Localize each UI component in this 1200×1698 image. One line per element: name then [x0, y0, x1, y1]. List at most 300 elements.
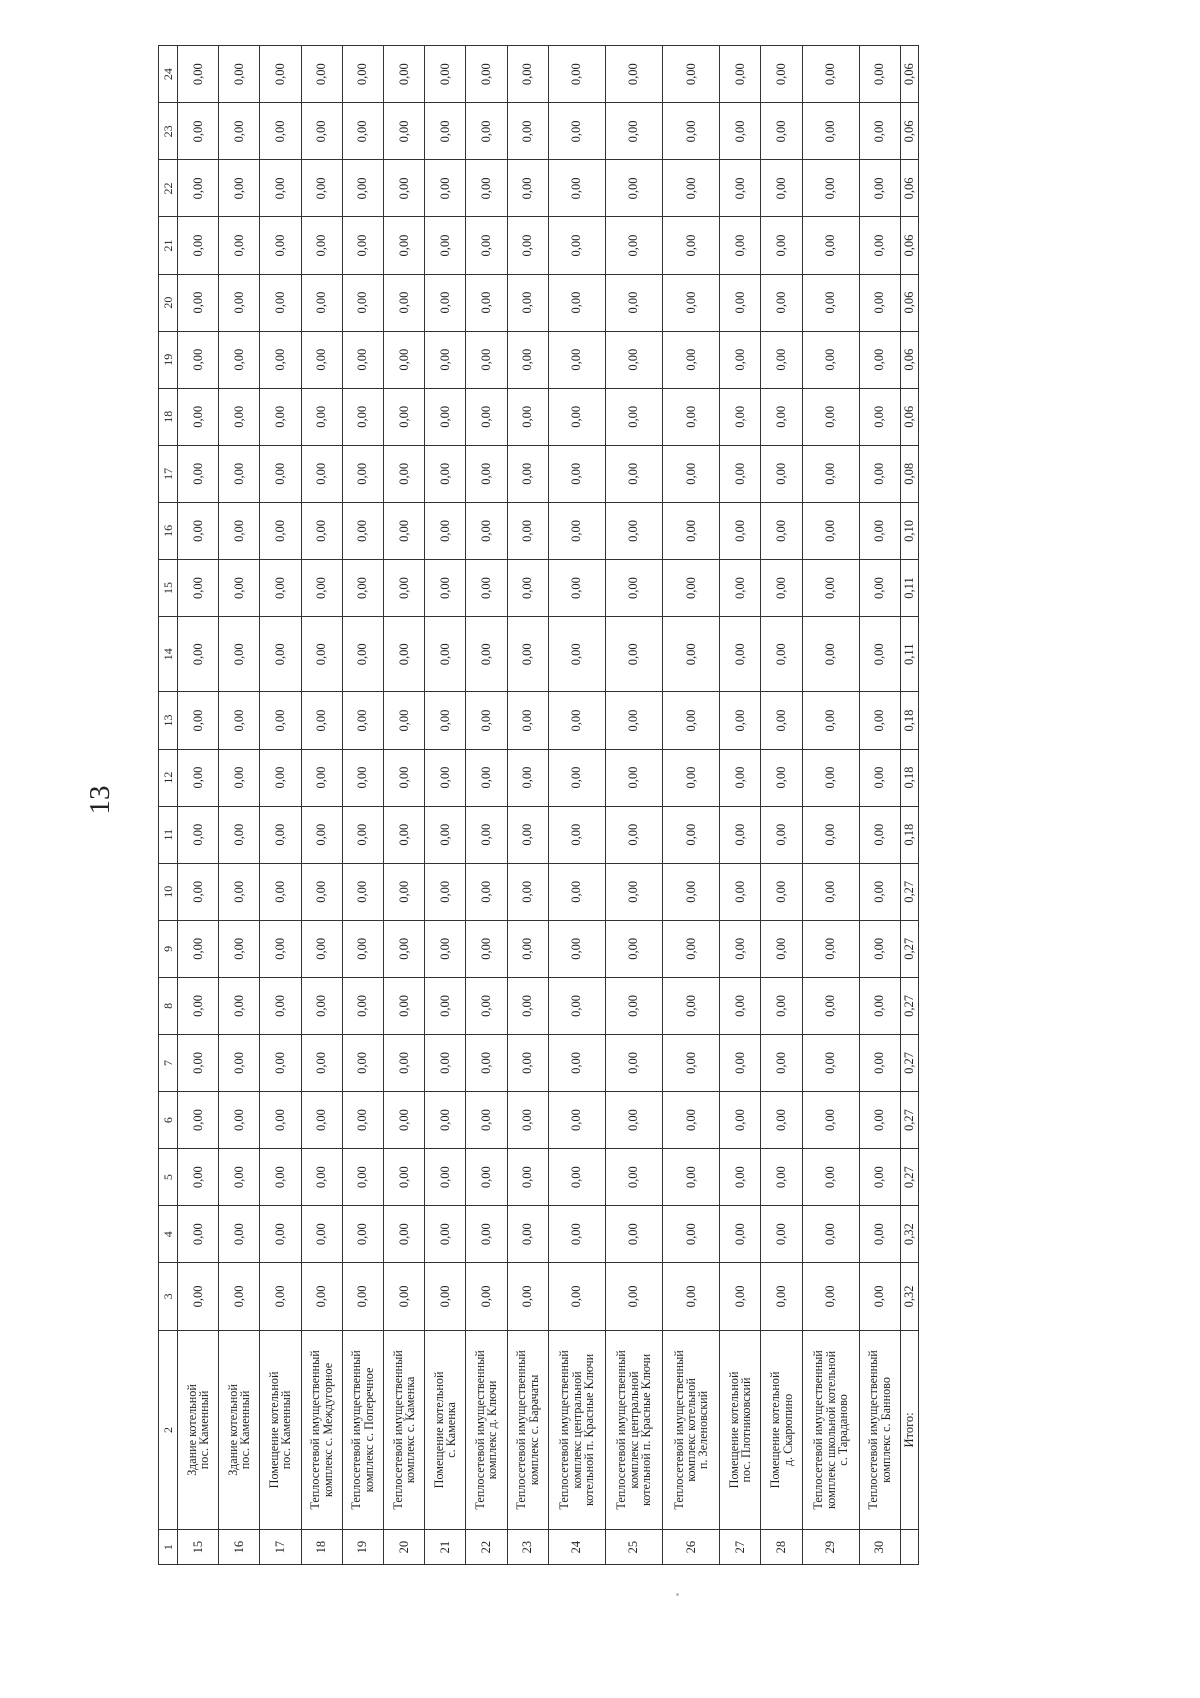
cell-value: 0,00 [507, 103, 548, 160]
cell-value: 0,00 [605, 331, 662, 388]
cell-value: 0,00 [548, 1263, 605, 1330]
total-value: 0,08 [901, 445, 919, 502]
cell-value: 0,00 [605, 806, 662, 863]
cell-value: 0,00 [859, 217, 900, 274]
cell-value: 0,00 [466, 388, 507, 445]
cell-value: 0,00 [260, 1092, 301, 1149]
row-number: 19 [342, 1530, 383, 1565]
cell-value: 0,00 [383, 445, 424, 502]
cell-value: 0,00 [219, 445, 260, 502]
row-number: 20 [383, 1530, 424, 1565]
cell-value: 0,00 [761, 1206, 802, 1263]
column-header-15: 15 [159, 559, 178, 616]
row-number: 22 [466, 1530, 507, 1565]
row-number: 15 [178, 1530, 219, 1565]
cell-value: 0,00 [260, 692, 301, 749]
cell-value: 0,00 [301, 863, 342, 920]
cell-value: 0,00 [663, 617, 720, 692]
cell-value: 0,00 [802, 217, 859, 274]
cell-value: 0,00 [260, 1034, 301, 1091]
cell-value: 0,00 [178, 692, 219, 749]
cell-value: 0,00 [383, 388, 424, 445]
cell-value: 0,00 [720, 103, 761, 160]
cell-value: 0,00 [761, 806, 802, 863]
cell-value: 0,00 [802, 1149, 859, 1206]
cell-value: 0,00 [178, 274, 219, 331]
cell-value: 0,00 [425, 559, 466, 616]
cell-value: 0,00 [383, 1263, 424, 1330]
cell-value: 0,00 [507, 559, 548, 616]
cell-value: 0,00 [342, 863, 383, 920]
cell-value: 0,00 [548, 749, 605, 806]
facility-name: Здание котельной пос. Каменный [178, 1330, 219, 1530]
cell-value: 0,00 [219, 749, 260, 806]
cell-value: 0,00 [663, 1149, 720, 1206]
cell-value: 0,00 [383, 502, 424, 559]
cell-value: 0,00 [466, 502, 507, 559]
cell-value: 0,00 [605, 692, 662, 749]
cell-value: 0,00 [720, 331, 761, 388]
facility-name: Помещение котельной с. Каменка [425, 1330, 466, 1530]
cell-value: 0,00 [178, 1092, 219, 1149]
cell-value: 0,00 [507, 1206, 548, 1263]
table-row [342, 46, 383, 1565]
cell-value: 0,00 [219, 806, 260, 863]
cell-value: 0,00 [342, 160, 383, 217]
cell-value: 0,00 [219, 1092, 260, 1149]
cell-value: 0,00 [605, 863, 662, 920]
cell-value: 0,00 [605, 388, 662, 445]
cell-value: 0,00 [663, 863, 720, 920]
facility-name: Помещение котельной пос. Плотниковский [720, 1330, 761, 1530]
cell-value: 0,00 [507, 692, 548, 749]
cell-value: 0,00 [383, 1206, 424, 1263]
cell-value: 0,00 [859, 806, 900, 863]
total-value: 0,32 [901, 1206, 919, 1263]
cell-value: 0,00 [466, 274, 507, 331]
cell-value: 0,00 [761, 692, 802, 749]
data-table [158, 45, 919, 1565]
cell-value: 0,00 [466, 217, 507, 274]
cell-value: 0,00 [663, 160, 720, 217]
cell-value: 0,00 [383, 692, 424, 749]
cell-value: 0,00 [301, 160, 342, 217]
column-header-23: 23 [159, 103, 178, 160]
cell-value: 0,00 [802, 920, 859, 977]
cell-value: 0,00 [301, 977, 342, 1034]
cell-value: 0,00 [466, 692, 507, 749]
cell-value: 0,00 [219, 388, 260, 445]
cell-value: 0,00 [342, 749, 383, 806]
cell-value: 0,00 [859, 502, 900, 559]
cell-value: 0,00 [507, 217, 548, 274]
total-value: 0,06 [901, 103, 919, 160]
cell-value: 0,00 [761, 103, 802, 160]
cell-value: 0,00 [802, 749, 859, 806]
cell-value: 0,00 [219, 920, 260, 977]
row-number: 17 [260, 1530, 301, 1565]
cell-value: 0,00 [260, 331, 301, 388]
row-number: 16 [219, 1530, 260, 1565]
total-value: 0,27 [901, 1092, 919, 1149]
cell-value: 0,00 [425, 445, 466, 502]
cell-value: 0,00 [507, 1034, 548, 1091]
cell-value: 0,00 [605, 977, 662, 1034]
facility-name: Теплосетевой имущественный комплекс с. Каменка [383, 1330, 424, 1530]
cell-value: 0,00 [219, 502, 260, 559]
cell-value: 0,00 [383, 559, 424, 616]
cell-value: 0,00 [178, 977, 219, 1034]
cell-value: 0,00 [663, 445, 720, 502]
cell-value: 0,00 [859, 445, 900, 502]
cell-value: 0,00 [466, 1149, 507, 1206]
cell-value: 0,00 [178, 445, 219, 502]
cell-value: 0,00 [383, 1149, 424, 1206]
cell-value: 0,00 [548, 1206, 605, 1263]
cell-value: 0,00 [178, 388, 219, 445]
cell-value: 0,00 [219, 1149, 260, 1206]
cell-value: 0,00 [425, 1149, 466, 1206]
cell-value: 0,00 [605, 1206, 662, 1263]
cell-value: 0,00 [178, 1034, 219, 1091]
cell-value: 0,00 [219, 559, 260, 616]
cell-value: 0,00 [507, 749, 548, 806]
cell-value: 0,00 [425, 388, 466, 445]
cell-value: 0,00 [720, 502, 761, 559]
cell-value: 0,00 [605, 617, 662, 692]
cell-value: 0,00 [301, 559, 342, 616]
cell-value: 0,00 [859, 749, 900, 806]
facility-name: Теплосетевой имущественный комплекс д. Ключи [466, 1330, 507, 1530]
row-number: 30 [859, 1530, 900, 1565]
cell-value: 0,00 [466, 977, 507, 1034]
cell-value: 0,00 [548, 274, 605, 331]
cell-value: 0,00 [859, 977, 900, 1034]
cell-value: 0,00 [663, 388, 720, 445]
cell-value: 0,00 [507, 1149, 548, 1206]
cell-value: 0,00 [859, 331, 900, 388]
cell-value: 0,00 [425, 274, 466, 331]
cell-value: 0,00 [466, 1263, 507, 1330]
column-header-14: 14 [159, 617, 178, 692]
total-value: 0,18 [901, 806, 919, 863]
cell-value: 0,00 [383, 160, 424, 217]
cell-value: 0,00 [605, 749, 662, 806]
cell-value: 0,00 [720, 1034, 761, 1091]
row-number: 29 [802, 1530, 859, 1565]
cell-value: 0,00 [178, 46, 219, 103]
cell-value: 0,00 [466, 1092, 507, 1149]
cell-value: 0,00 [859, 274, 900, 331]
cell-value: 0,00 [605, 274, 662, 331]
cell-value: 0,00 [342, 445, 383, 502]
cell-value: 0,00 [720, 692, 761, 749]
row-number: 18 [301, 1530, 342, 1565]
cell-value: 0,00 [859, 46, 900, 103]
column-header-21: 21 [159, 217, 178, 274]
cell-value: 0,00 [178, 502, 219, 559]
total-value: 0,27 [901, 1149, 919, 1206]
total-value: 0,11 [901, 617, 919, 692]
cell-value: 0,00 [301, 388, 342, 445]
cell-value: 0,00 [260, 1206, 301, 1263]
table-row [507, 46, 548, 1565]
cell-value: 0,00 [761, 217, 802, 274]
cell-value: 0,00 [663, 46, 720, 103]
cell-value: 0,00 [425, 920, 466, 977]
cell-value: 0,00 [802, 1034, 859, 1091]
cell-value: 0,00 [260, 920, 301, 977]
cell-value: 0,00 [219, 46, 260, 103]
total-value: 0,06 [901, 46, 919, 103]
cell-value: 0,00 [507, 1263, 548, 1330]
cell-value: 0,00 [859, 160, 900, 217]
cell-value: 0,00 [548, 445, 605, 502]
cell-value: 0,00 [859, 103, 900, 160]
cell-value: 0,00 [605, 445, 662, 502]
cell-value: 0,00 [663, 217, 720, 274]
cell-value: 0,00 [663, 692, 720, 749]
cell-value: 0,00 [383, 977, 424, 1034]
table-row [466, 46, 507, 1565]
cell-value: 0,00 [260, 1263, 301, 1330]
cell-value: 0,00 [802, 160, 859, 217]
cell-value: 0,00 [605, 217, 662, 274]
row-number: 27 [720, 1530, 761, 1565]
facility-name: Помещение котельной пос. Каменный [260, 1330, 301, 1530]
cell-value: 0,00 [301, 749, 342, 806]
cell-value: 0,00 [383, 749, 424, 806]
cell-value: 0,00 [466, 445, 507, 502]
cell-value: 0,00 [761, 331, 802, 388]
cell-value: 0,00 [605, 920, 662, 977]
cell-value: 0,00 [548, 46, 605, 103]
cell-value: 0,00 [425, 617, 466, 692]
cell-value: 0,00 [342, 217, 383, 274]
cell-value: 0,00 [802, 977, 859, 1034]
cell-value: 0,00 [425, 502, 466, 559]
row-number: 21 [425, 1530, 466, 1565]
cell-value: 0,00 [802, 617, 859, 692]
cell-value: 0,00 [859, 388, 900, 445]
cell-value: 0,00 [219, 217, 260, 274]
cell-value: 0,00 [178, 920, 219, 977]
cell-value: 0,00 [260, 617, 301, 692]
cell-value: 0,00 [720, 217, 761, 274]
cell-value: 0,00 [761, 977, 802, 1034]
cell-value: 0,00 [219, 863, 260, 920]
cell-value: 0,00 [301, 445, 342, 502]
cell-value: 0,00 [720, 749, 761, 806]
cell-value: 0,00 [425, 103, 466, 160]
cell-value: 0,00 [507, 920, 548, 977]
cell-value: 0,00 [219, 617, 260, 692]
cell-value: 0,00 [260, 274, 301, 331]
cell-value: 0,00 [761, 502, 802, 559]
cell-value: 0,00 [720, 1263, 761, 1330]
cell-value: 0,00 [761, 920, 802, 977]
column-header-9: 9 [159, 920, 178, 977]
cell-value: 0,00 [859, 920, 900, 977]
cell-value: 0,00 [720, 920, 761, 977]
column-header-24: 24 [159, 46, 178, 103]
cell-value: 0,00 [178, 217, 219, 274]
cell-value: 0,00 [761, 749, 802, 806]
column-header-5: 5 [159, 1149, 178, 1206]
cell-value: 0,00 [425, 977, 466, 1034]
cell-value: 0,00 [466, 617, 507, 692]
cell-value: 0,00 [219, 692, 260, 749]
cell-value: 0,00 [761, 388, 802, 445]
total-value: 0,11 [901, 559, 919, 616]
cell-value: 0,00 [178, 806, 219, 863]
table-row [425, 46, 466, 1565]
cell-value: 0,00 [605, 1263, 662, 1330]
cell-value: 0,00 [761, 274, 802, 331]
cell-value: 0,00 [383, 920, 424, 977]
column-header-3: 3 [159, 1263, 178, 1330]
cell-value: 0,00 [663, 920, 720, 977]
cell-value: 0,00 [466, 160, 507, 217]
cell-value: 0,00 [342, 103, 383, 160]
cell-value: 0,00 [802, 274, 859, 331]
cell-value: 0,00 [301, 920, 342, 977]
facility-name: Помещение котельной д. Скарюпино [761, 1330, 802, 1530]
cell-value: 0,00 [342, 617, 383, 692]
cell-value: 0,00 [663, 977, 720, 1034]
column-header-2: 2 [159, 1330, 178, 1530]
cell-value: 0,00 [466, 806, 507, 863]
cell-value: 0,00 [178, 1263, 219, 1330]
cell-value: 0,00 [720, 977, 761, 1034]
cell-value: 0,00 [342, 1206, 383, 1263]
cell-value: 0,00 [802, 559, 859, 616]
cell-value: 0,00 [219, 1034, 260, 1091]
cell-value: 0,00 [425, 1206, 466, 1263]
cell-value: 0,00 [383, 103, 424, 160]
cell-value: 0,00 [425, 1092, 466, 1149]
cell-value: 0,00 [802, 1092, 859, 1149]
column-header-6: 6 [159, 1092, 178, 1149]
cell-value: 0,00 [260, 863, 301, 920]
total-value: 0,06 [901, 331, 919, 388]
cell-value: 0,00 [761, 445, 802, 502]
cell-value: 0,00 [548, 692, 605, 749]
cell-value: 0,00 [425, 217, 466, 274]
cell-value: 0,00 [383, 617, 424, 692]
cell-value: 0,00 [425, 749, 466, 806]
total-value: 0,10 [901, 502, 919, 559]
table-row [720, 46, 761, 1565]
column-header-1: 1 [159, 1530, 178, 1565]
cell-value: 0,00 [548, 617, 605, 692]
cell-value: 0,00 [178, 749, 219, 806]
total-value: 0,27 [901, 1034, 919, 1091]
cell-value: 0,00 [605, 1092, 662, 1149]
column-header-20: 20 [159, 274, 178, 331]
cell-value: 0,00 [178, 863, 219, 920]
cell-value: 0,00 [802, 863, 859, 920]
cell-value: 0,00 [663, 806, 720, 863]
cell-value: 0,00 [219, 160, 260, 217]
cell-value: 0,00 [219, 274, 260, 331]
cell-value: 0,00 [605, 559, 662, 616]
cell-value: 0,00 [425, 1034, 466, 1091]
cell-value: 0,00 [342, 388, 383, 445]
table-row [219, 46, 260, 1565]
cell-value: 0,00 [663, 1206, 720, 1263]
cell-value: 0,00 [178, 103, 219, 160]
total-value: 0,18 [901, 749, 919, 806]
cell-value: 0,00 [383, 331, 424, 388]
cell-value: 0,00 [663, 103, 720, 160]
cell-value: 0,00 [507, 46, 548, 103]
cell-value: 0,00 [342, 1034, 383, 1091]
cell-value: 0,00 [548, 502, 605, 559]
table-row [260, 46, 301, 1565]
cell-value: 0,00 [342, 692, 383, 749]
total-value: 0,32 [901, 1263, 919, 1330]
cell-value: 0,00 [260, 46, 301, 103]
cell-value: 0,00 [761, 1149, 802, 1206]
cell-value: 0,00 [663, 749, 720, 806]
cell-value: 0,00 [663, 559, 720, 616]
page-number: 13 [84, 785, 116, 815]
cell-value: 0,00 [425, 863, 466, 920]
cell-value: 0,00 [260, 977, 301, 1034]
cell-value: 0,00 [301, 46, 342, 103]
cell-value: 0,00 [260, 749, 301, 806]
cell-value: 0,00 [720, 388, 761, 445]
cell-value: 0,00 [663, 1034, 720, 1091]
cell-value: 0,00 [605, 46, 662, 103]
cell-value: 0,00 [507, 160, 548, 217]
cell-value: 0,00 [301, 1092, 342, 1149]
total-value: 0,27 [901, 920, 919, 977]
cell-value: 0,00 [301, 806, 342, 863]
rotated-table-container [158, 45, 918, 1565]
cell-value: 0,00 [342, 1149, 383, 1206]
cell-value: 0,00 [178, 559, 219, 616]
cell-value: 0,00 [548, 160, 605, 217]
cell-value: 0,00 [548, 388, 605, 445]
cell-value: 0,00 [802, 692, 859, 749]
facility-name: Теплосетевой имущественный комплекс с. Междугорное [301, 1330, 342, 1530]
cell-value: 0,00 [301, 1149, 342, 1206]
cell-value: 0,00 [219, 103, 260, 160]
cell-value: 0,00 [720, 445, 761, 502]
cell-value: 0,00 [425, 46, 466, 103]
column-header-8: 8 [159, 977, 178, 1034]
cell-value: 0,00 [342, 559, 383, 616]
column-header-22: 22 [159, 160, 178, 217]
table-row [301, 46, 342, 1565]
cell-value: 0,00 [301, 502, 342, 559]
cell-value: 0,00 [301, 103, 342, 160]
cell-value: 0,00 [859, 1263, 900, 1330]
cell-value: 0,00 [301, 217, 342, 274]
cell-value: 0,00 [425, 806, 466, 863]
cell-value: 0,00 [548, 331, 605, 388]
cell-value: 0,00 [720, 1206, 761, 1263]
cell-value: 0,00 [720, 863, 761, 920]
cell-value: 0,00 [761, 1263, 802, 1330]
cell-value: 0,00 [548, 806, 605, 863]
cell-value: 0,00 [548, 1149, 605, 1206]
facility-name: Теплосетевой имущественный комплекс центральной котельной п. Красные Ключи [605, 1330, 662, 1530]
cell-value: 0,00 [802, 806, 859, 863]
cell-value: 0,00 [720, 1149, 761, 1206]
